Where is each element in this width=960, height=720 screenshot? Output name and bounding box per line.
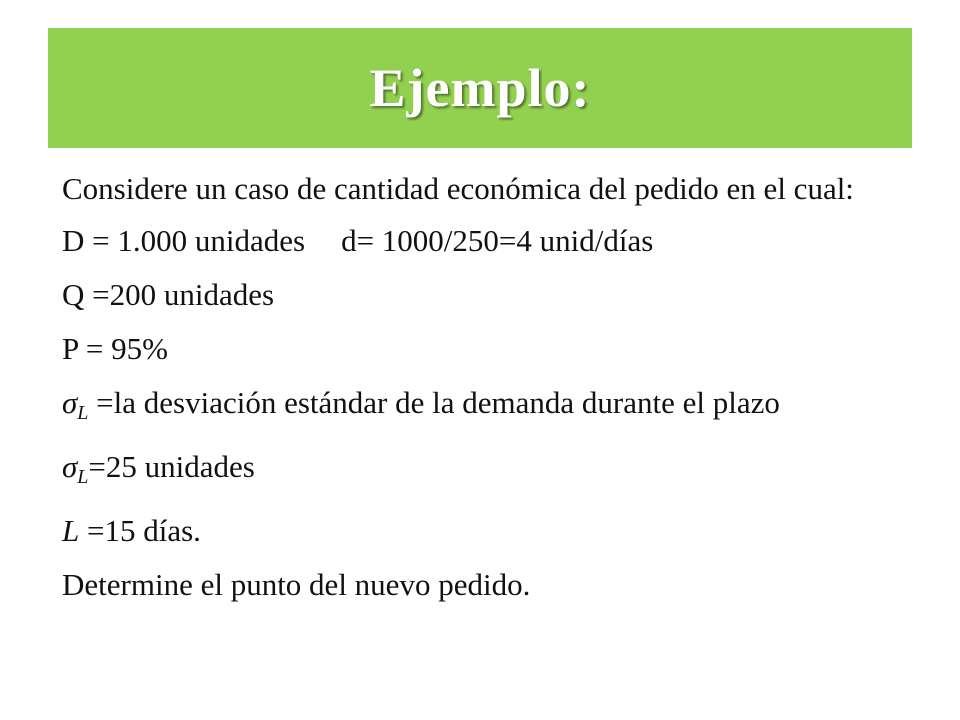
sigma-symbol-2: σ <box>62 449 78 484</box>
demand-line <box>62 223 928 259</box>
annual-demand: D = 1.000 unidades <box>62 223 306 258</box>
daily-demand: d= 1000/250=4 unid/días <box>341 223 654 258</box>
service-probability: P = 95% <box>62 331 168 366</box>
intro-text: Considere un caso de cantidad económica del pedido en el cual: <box>62 171 854 206</box>
lead-time-line <box>62 513 928 549</box>
lead-value: =15 días. <box>79 513 201 548</box>
title-bar <box>48 28 912 148</box>
sigma-symbol: σ <box>62 385 78 420</box>
sigma-value: =25 unidades <box>88 449 255 484</box>
sigma-definition-line <box>62 385 922 431</box>
slide-body <box>62 172 928 621</box>
order-quantity: Q =200 unidades <box>62 277 275 312</box>
sigma-subscript-2: L <box>77 466 89 488</box>
lead-symbol: L <box>62 513 80 548</box>
question-text: Determine el punto del nuevo pedido. <box>62 567 531 602</box>
slide-title: Ejemplo: <box>369 58 591 118</box>
sigma-value-line <box>62 449 928 495</box>
sigma-definition-text <box>62 385 780 431</box>
sigma-subscript: L <box>77 402 89 424</box>
sigma-definition: =la desviación estándar de la demanda durante el plazo <box>88 385 780 420</box>
